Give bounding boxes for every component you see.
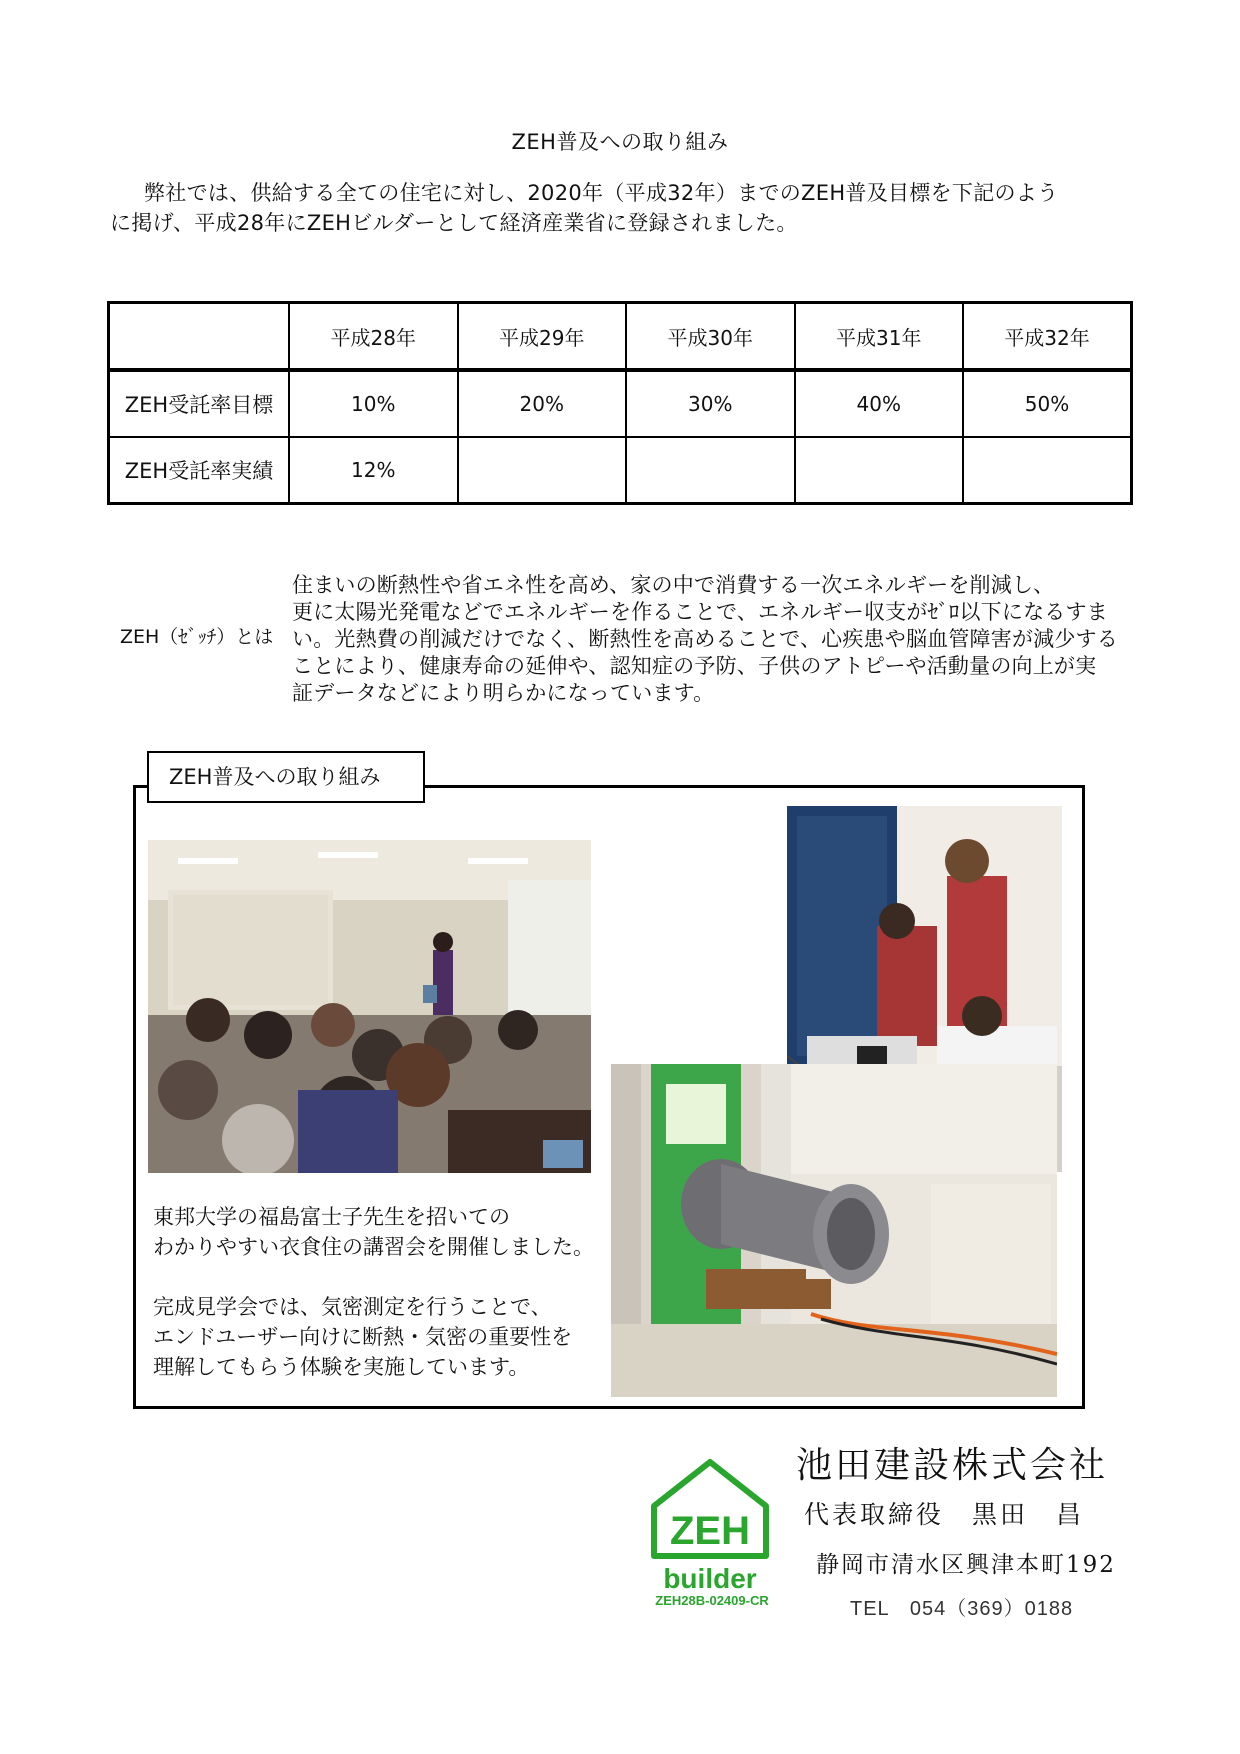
- seminar-photo: [148, 840, 591, 1173]
- table-cell: 10%: [289, 370, 458, 437]
- table-cell: 40%: [795, 370, 964, 437]
- table-row: [109, 370, 1132, 437]
- company-tel: TEL 054（369）0188: [850, 1598, 1074, 1620]
- seminar-caption: [153, 1202, 623, 1262]
- intro-paragraph: [110, 178, 1130, 238]
- company-representative: 代表取締役 黒田 昌: [804, 1500, 1085, 1529]
- logo-word-zeh: ZEH: [670, 1509, 750, 1553]
- table-header-cell: 平成31年: [795, 303, 964, 371]
- table-header-cell: 平成29年: [458, 303, 627, 371]
- activity-caption: [153, 1202, 623, 1382]
- row-label: ZEH受託率目標: [109, 370, 290, 437]
- definition-line: 更に太陽光発電などでエネルギーを作ることで、エネルギー収支がｾﾞﾛ以下になるすま: [292, 600, 1108, 624]
- definition-line: い。光熱費の削減だけでなく、断熱性を高めることで、心疾患や脳血管障害が減少する: [292, 627, 1118, 651]
- caption-line: 完成見学会では、気密測定を行うことで、: [153, 1295, 552, 1319]
- table-cell: [963, 437, 1132, 504]
- company-name: 池田建設株式会社: [796, 1445, 1109, 1486]
- zeh-definition-label: ZEH（ｾﾞｯﾁ）とは: [120, 626, 274, 648]
- table-cell: [626, 437, 795, 504]
- caption-line: 理解してもらう体験を実施しています。: [153, 1355, 530, 1379]
- company-address: 静岡市清水区興津本町192: [816, 1552, 1116, 1578]
- caption-line: 東邦大学の福島富士子先生を招いての: [153, 1205, 510, 1229]
- table-cell: [458, 437, 627, 504]
- definition-line: ことにより、健康寿命の延伸や、認知症の予防、子供のアトピーや活動量の向上が実: [292, 654, 1097, 678]
- table-cell: 12%: [289, 437, 458, 504]
- activity-box-tab: ZEH普及への取り組み: [147, 751, 425, 803]
- definition-line: 証データなどにより明らかになっています。: [292, 681, 715, 705]
- zeh-builder-logo: [644, 1454, 776, 1604]
- zeh-definition-text: [292, 572, 1132, 707]
- page-title: ZEH普及への取り組み: [511, 130, 729, 154]
- table-row: [109, 437, 1132, 504]
- open-house-caption: [153, 1292, 623, 1382]
- zeh-target-table: [107, 301, 1133, 505]
- caption-line: エンドユーザー向けに断熱・気密の重要性を: [153, 1325, 573, 1349]
- blower-door-photo: [611, 1064, 1057, 1397]
- table-header-cell: 平成30年: [626, 303, 795, 371]
- table-header-row: [109, 303, 1132, 371]
- row-label: ZEH受託率実績: [109, 437, 290, 504]
- caption-line: わかりやすい衣食住の講習会を開催しました。: [153, 1235, 594, 1259]
- table-cell: [795, 437, 964, 504]
- table-corner-cell: [109, 303, 290, 371]
- intro-line-1: 弊社では、供給する全ての住宅に対し、2020年（平成32年）までのZEH普及目標を下記のよう: [144, 181, 1059, 205]
- intro-line-2: に掲げ、平成28年にZEHビルダーとして経済産業省に登録されました。: [110, 211, 798, 235]
- definition-line: 住まいの断熱性や省エネ性を高め、家の中で消費する一次エネルギーを削減し、: [292, 573, 1055, 597]
- logo-word-builder: builder: [663, 1563, 757, 1594]
- table-header-cell: 平成28年: [289, 303, 458, 371]
- table-cell: 20%: [458, 370, 627, 437]
- zeh-builder-code: ZEH28B-02409-CR: [655, 1593, 769, 1608]
- table-cell: 50%: [963, 370, 1132, 437]
- table-header-cell: 平成32年: [963, 303, 1132, 371]
- table-cell: 30%: [626, 370, 795, 437]
